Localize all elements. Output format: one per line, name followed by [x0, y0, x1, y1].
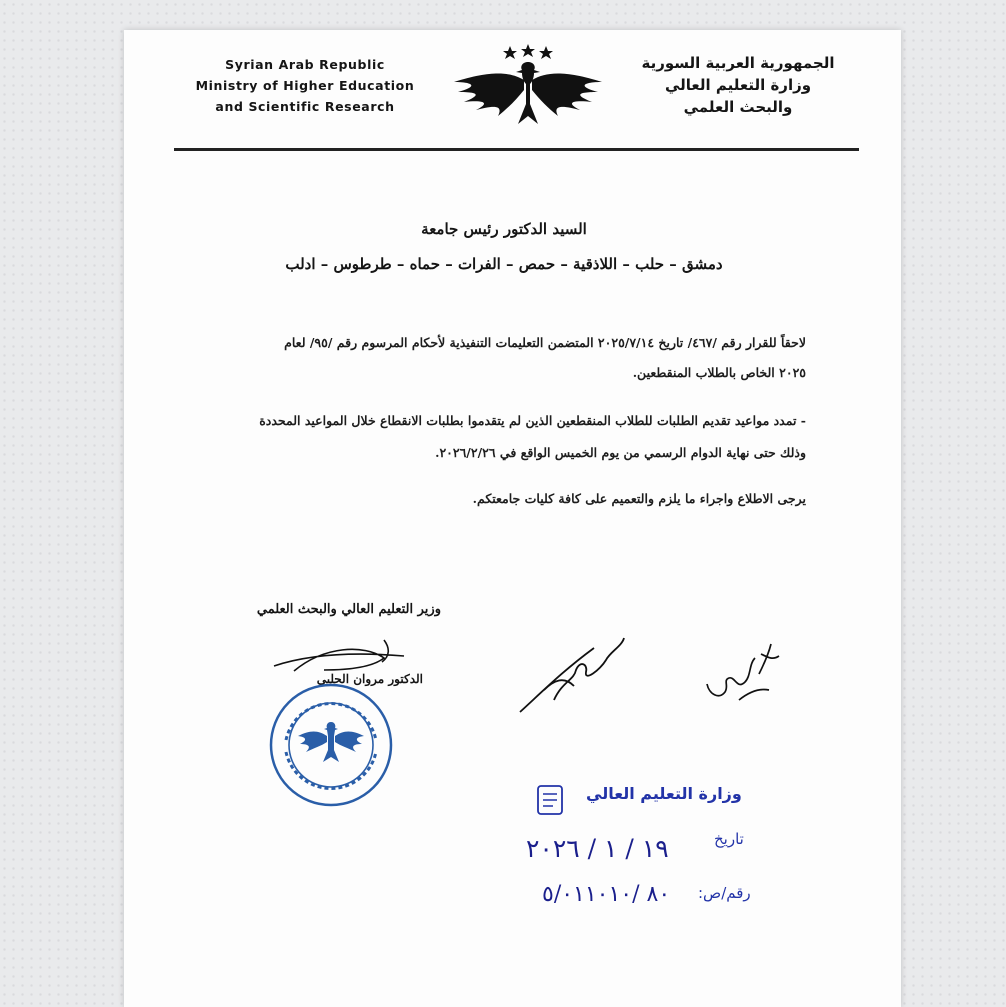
signatory-name: الدكتور مروان الحلبي: [316, 672, 423, 686]
letterhead-english: [170, 54, 440, 117]
document-page: [124, 30, 901, 1007]
letterhead-en-line: and Scientific Research: [215, 99, 395, 114]
registry-header: وزارة التعليم العالي: [586, 784, 742, 803]
closing-line: يرجى الاطلاع واجراء ما يلزم والتعميم على كافة كليات جامعتكم.: [472, 491, 806, 506]
signature-scribble-icon: [514, 630, 644, 720]
body-paragraph-line: لاحقاً للقرار رقم /٤٦٧/ تاريخ ٢٠٢٥/٧/١٤ المتضمن التعليمات التنفيذية لأحكام المرسوم رقم /٩٥/ لعام: [284, 335, 806, 350]
bullet-line: وذلك حتى نهاية الدوام الرسمي من يوم الخميس الواقع في ٢٠٢٦/٢/٢٦.: [435, 445, 806, 460]
letterhead-en-line: Syrian Arab Republic: [225, 57, 385, 72]
addressee-line: السيد الدكتور رئيس جامعة: [421, 220, 587, 238]
letterhead-ar-line: الجمهورية العربية السورية: [641, 54, 835, 72]
letterhead-ar-line: وزارة التعليم العالي: [664, 76, 812, 94]
registry-number-value: ٨٠ /٥/٠١١٠١٠: [542, 882, 671, 907]
cities-line: دمشق – حلب – اللاذقية – حمص – الفرات – حماه – طرطوس – ادلب: [285, 255, 723, 273]
header-divider: [174, 148, 859, 151]
official-stamp-icon: [266, 680, 396, 810]
letterhead-arabic: [612, 52, 864, 118]
eagle-emblem-icon: [452, 42, 604, 130]
registry-number-label: رقم/ص:: [698, 884, 751, 902]
registry-date-value: ١٩ / ١ / ٢٠٢٦: [526, 834, 669, 863]
letterhead-en-line: Ministry of Higher Education: [195, 78, 415, 93]
letterhead-ar-line: والبحث العلمي: [683, 98, 793, 116]
registry-date-label: تاريخ: [714, 830, 744, 848]
initials-signature-icon: [699, 634, 789, 709]
body-paragraph-line: ٢٠٢٥ الخاص بالطلاب المنقطعين.: [632, 365, 806, 380]
signatory-title: وزير التعليم العالي والبحث العلمي: [256, 602, 441, 617]
registry-mark-icon: [534, 782, 566, 818]
bullet-line: - تمدد مواعيد تقديم الطلبات للطلاب المنقطعين الذين لم يتقدموا بطلبات الانقطاع خلال المواعيد المحددة: [259, 413, 806, 428]
